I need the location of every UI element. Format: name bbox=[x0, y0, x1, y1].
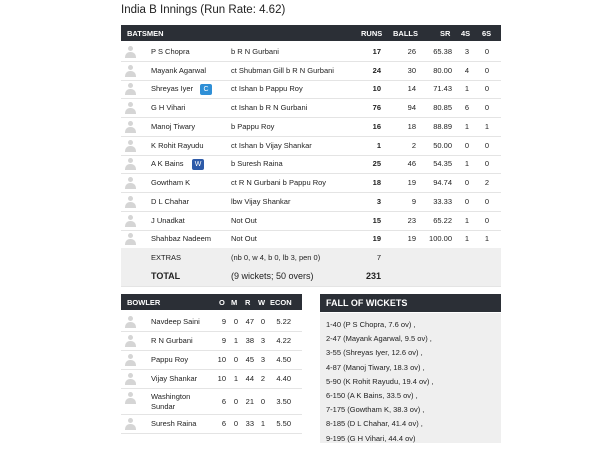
balls: 14 bbox=[407, 84, 416, 94]
fow-title: FALL OF WICKETS bbox=[326, 298, 408, 308]
batsman-row bbox=[121, 117, 501, 137]
maidens: 0 bbox=[233, 355, 238, 364]
fours-col-header: 4S bbox=[461, 29, 471, 38]
balls-col-header: BALLS bbox=[393, 29, 418, 38]
economy: 3.50 bbox=[276, 397, 291, 406]
batsman-name[interactable]: Mayank Agarwal bbox=[151, 65, 207, 75]
batsman-name[interactable]: G H Vihari bbox=[151, 103, 186, 113]
bowler-name-line2[interactable]: Sundar bbox=[151, 402, 176, 411]
runs: 18 bbox=[372, 178, 381, 188]
dismissal: b Suresh Raina bbox=[231, 159, 283, 169]
captain-badge: C bbox=[200, 84, 212, 95]
fow-item: 8-185 (D L Chahar, 41.4 ov) , bbox=[326, 419, 423, 429]
economy: 4.50 bbox=[276, 355, 291, 364]
bowler-row bbox=[121, 414, 302, 434]
fours: 1 bbox=[464, 159, 469, 169]
player-avatar bbox=[124, 372, 137, 385]
extras-label: EXTRAS bbox=[151, 253, 182, 262]
total-label: TOTAL bbox=[151, 271, 181, 281]
player-avatar bbox=[124, 391, 137, 404]
player-avatar bbox=[124, 353, 137, 366]
sixes: 0 bbox=[484, 103, 489, 113]
player-avatar bbox=[124, 417, 137, 430]
batsman-name[interactable]: J Unadkat bbox=[151, 215, 185, 225]
sixes: 0 bbox=[484, 215, 489, 225]
player-avatar bbox=[124, 82, 137, 95]
batting-header bbox=[121, 25, 501, 41]
fours: 1 bbox=[464, 121, 469, 131]
sixes: 2 bbox=[484, 178, 489, 188]
balls: 19 bbox=[407, 234, 416, 244]
fow-item: 4-87 (Manoj Tiwary, 18.3 ov) , bbox=[326, 362, 425, 372]
maidens: 0 bbox=[233, 317, 238, 326]
runs-conceded: 38 bbox=[245, 336, 254, 345]
economy: 4.40 bbox=[276, 374, 291, 383]
fow-item: 2-47 (Mayank Agarwal, 9.5 ov) , bbox=[326, 334, 432, 344]
dismissal: ct Ishan b Vijay Shankar bbox=[231, 140, 312, 150]
overs: 9 bbox=[221, 336, 226, 345]
player-avatar bbox=[124, 334, 137, 347]
innings-title: India B Innings (Run Rate: 4.62) bbox=[121, 4, 286, 16]
strike-rate: 80.00 bbox=[433, 65, 452, 75]
fours: 1 bbox=[464, 234, 469, 244]
sixes: 0 bbox=[484, 47, 489, 56]
player-avatar bbox=[124, 157, 137, 170]
batsman-name[interactable]: Shahbaz Nadeem bbox=[151, 234, 212, 244]
runs: 15 bbox=[372, 215, 381, 225]
player-avatar bbox=[124, 232, 137, 245]
fours: 0 bbox=[464, 196, 469, 206]
wickets: 1 bbox=[260, 419, 265, 428]
overs: 9 bbox=[221, 317, 226, 326]
runs: 16 bbox=[372, 121, 381, 131]
wicketkeeper-badge: W bbox=[192, 159, 204, 170]
dismissal: ct Ishan b Pappu Roy bbox=[231, 84, 303, 94]
sixes: 0 bbox=[484, 140, 489, 150]
fours: 3 bbox=[464, 47, 469, 56]
batsman-name[interactable]: K Rohit Rayudu bbox=[151, 140, 204, 150]
runs: 76 bbox=[372, 103, 381, 113]
batsman-row bbox=[121, 136, 501, 156]
fours: 0 bbox=[464, 178, 469, 188]
fow-item: 6-150 (A K Bains, 33.5 ov) , bbox=[326, 391, 418, 400]
bowler-name[interactable]: R N Gurbani bbox=[151, 336, 193, 345]
sr-col-header: SR bbox=[440, 29, 451, 38]
player-avatar bbox=[124, 176, 137, 189]
fours: 1 bbox=[464, 84, 469, 94]
runs-conceded: 33 bbox=[245, 419, 254, 428]
dismissal: lbw Vijay Shankar bbox=[231, 196, 291, 206]
bowler-row bbox=[121, 350, 302, 370]
bowler-col-header: BOWLER bbox=[127, 298, 161, 307]
batsman-name[interactable]: A K Bains bbox=[151, 159, 184, 169]
total-detail: (9 wickets; 50 overs) bbox=[231, 271, 314, 281]
strike-rate: 54.35 bbox=[433, 159, 452, 169]
extras-detail: (nb 0, w 4, b 0, lb 3, pen 0) bbox=[231, 253, 321, 262]
fow-header bbox=[320, 294, 501, 312]
batsman-row bbox=[121, 211, 501, 231]
balls: 18 bbox=[407, 121, 416, 131]
bowler-name[interactable]: Vijay Shankar bbox=[151, 374, 198, 383]
batsman-row bbox=[121, 42, 501, 62]
player-avatar bbox=[124, 315, 137, 328]
strike-rate: 100.00 bbox=[429, 234, 452, 244]
wickets: 0 bbox=[260, 317, 265, 326]
sixes-col-header: 6S bbox=[482, 29, 492, 38]
balls: 2 bbox=[411, 140, 416, 150]
strike-rate: 50.00 bbox=[433, 140, 452, 150]
fow-item: 9-195 (G H Vihari, 44.4 ov) bbox=[326, 433, 416, 443]
econ-col-header: ECON bbox=[270, 298, 292, 307]
wickets: 3 bbox=[260, 355, 265, 364]
runs: 24 bbox=[372, 65, 381, 75]
balls: 30 bbox=[407, 65, 416, 75]
batsman-name[interactable]: D L Chahar bbox=[151, 196, 190, 206]
wickets: 2 bbox=[260, 374, 265, 383]
strike-rate: 65.38 bbox=[433, 47, 452, 56]
strike-rate: 33.33 bbox=[433, 196, 452, 206]
fours: 1 bbox=[464, 215, 469, 225]
batsman-row bbox=[121, 229, 501, 249]
balls: 46 bbox=[407, 159, 416, 169]
overs: 10 bbox=[217, 355, 226, 364]
economy: 5.22 bbox=[276, 317, 291, 326]
player-avatar bbox=[124, 120, 137, 133]
total-row bbox=[121, 267, 501, 287]
economy: 4.22 bbox=[276, 336, 291, 345]
batsmen-col-header: BATSMEN bbox=[127, 29, 164, 38]
balls: 23 bbox=[407, 215, 416, 225]
balls: 9 bbox=[411, 196, 416, 206]
strike-rate: 71.43 bbox=[433, 84, 452, 94]
runs: 17 bbox=[372, 47, 381, 56]
dismissal: Not Out bbox=[231, 234, 257, 244]
dismissal: Not Out bbox=[231, 215, 257, 225]
player-avatar bbox=[124, 139, 137, 152]
batsman-name[interactable]: Shreyas Iyer bbox=[151, 84, 194, 94]
fow-item: 7-175 (Gowtham K, 38.3 ov) , bbox=[326, 405, 425, 415]
fours: 0 bbox=[464, 140, 469, 150]
runs-conceded: 21 bbox=[245, 397, 254, 406]
maidens: 1 bbox=[233, 374, 238, 383]
bowler-row bbox=[121, 369, 302, 389]
maidens: 0 bbox=[233, 397, 238, 406]
runs-conceded: 47 bbox=[245, 317, 254, 326]
fow-item: 1-40 (P S Chopra, 7.6 ov) , bbox=[326, 320, 416, 329]
batsman-name[interactable]: Manoj Tiwary bbox=[151, 121, 196, 131]
overs: 6 bbox=[221, 397, 226, 406]
balls: 26 bbox=[407, 47, 416, 56]
bowler-name[interactable]: Pappu Roy bbox=[151, 355, 189, 364]
sixes: 0 bbox=[484, 65, 489, 75]
balls: 19 bbox=[407, 178, 416, 188]
batsman-row bbox=[121, 173, 501, 193]
batsman-row bbox=[121, 79, 501, 99]
wickets: 0 bbox=[260, 397, 265, 406]
economy: 5.50 bbox=[276, 419, 291, 428]
runs: 3 bbox=[376, 196, 381, 206]
player-avatar bbox=[124, 64, 137, 77]
dismissal: ct Ishan b R N Gurbani bbox=[231, 103, 308, 113]
bowler-name[interactable]: Navdeep Saini bbox=[151, 317, 200, 326]
player-avatar bbox=[124, 45, 137, 58]
dismissal: b R N Gurbani bbox=[231, 47, 279, 56]
overs-col-header: O bbox=[219, 298, 225, 307]
batsman-row bbox=[121, 98, 501, 118]
bowler-name[interactable]: Suresh Raina bbox=[151, 419, 197, 428]
bowler-row bbox=[121, 388, 302, 415]
batsman-row bbox=[121, 61, 501, 81]
sixes: 0 bbox=[484, 196, 489, 206]
fours: 4 bbox=[464, 65, 469, 75]
strike-rate: 94.74 bbox=[433, 178, 452, 188]
balls: 94 bbox=[407, 103, 416, 113]
fow-item: 5-90 (K Rohit Rayudu, 19.4 ov) , bbox=[326, 376, 434, 386]
bowler-row bbox=[121, 312, 302, 332]
runs: 1 bbox=[376, 140, 381, 150]
overs: 6 bbox=[221, 419, 226, 428]
dismissal: ct Shubman Gill b R N Gurbani bbox=[231, 65, 334, 75]
runs-conceded-col-header: R bbox=[245, 298, 251, 307]
player-avatar bbox=[124, 101, 137, 114]
overs: 10 bbox=[217, 374, 226, 383]
strike-rate: 80.85 bbox=[433, 103, 452, 113]
sixes: 1 bbox=[484, 121, 489, 131]
batsman-row bbox=[121, 154, 501, 174]
dismissal: ct R N Gurbani b Pappu Roy bbox=[231, 178, 327, 188]
strike-rate: 65.22 bbox=[433, 215, 452, 225]
batsman-row bbox=[121, 192, 501, 212]
runs: 10 bbox=[372, 84, 381, 94]
total-value: 231 bbox=[365, 271, 381, 281]
bowler-row bbox=[121, 331, 302, 351]
maidens: 1 bbox=[233, 336, 238, 345]
sixes: 1 bbox=[484, 234, 489, 244]
player-avatar bbox=[124, 195, 137, 208]
maidens: 0 bbox=[233, 419, 238, 428]
batsman-name[interactable]: P S Chopra bbox=[151, 47, 190, 56]
runs-col-header: RUNS bbox=[361, 29, 383, 38]
runs: 25 bbox=[372, 159, 381, 169]
sixes: 0 bbox=[484, 159, 489, 169]
wickets-col-header: W bbox=[258, 298, 266, 307]
extras-value: 7 bbox=[376, 253, 381, 262]
runs-conceded: 45 bbox=[245, 355, 254, 364]
extras-row bbox=[121, 248, 501, 268]
runs: 19 bbox=[372, 234, 381, 244]
fow-item: 3-55 (Shreyas Iyer, 12.6 ov) , bbox=[326, 348, 423, 358]
sixes: 0 bbox=[484, 84, 489, 94]
runs-conceded: 44 bbox=[245, 374, 254, 383]
dismissal: b Pappu Roy bbox=[231, 121, 275, 131]
player-avatar bbox=[124, 214, 137, 227]
wickets: 3 bbox=[260, 336, 265, 345]
maidens-col-header: M bbox=[231, 298, 238, 307]
bowling-header bbox=[121, 294, 302, 310]
batsman-name[interactable]: Gowtham K bbox=[151, 178, 191, 188]
fours: 6 bbox=[464, 103, 469, 113]
bowler-name[interactable]: Washington bbox=[151, 392, 191, 401]
strike-rate: 88.89 bbox=[433, 121, 452, 131]
